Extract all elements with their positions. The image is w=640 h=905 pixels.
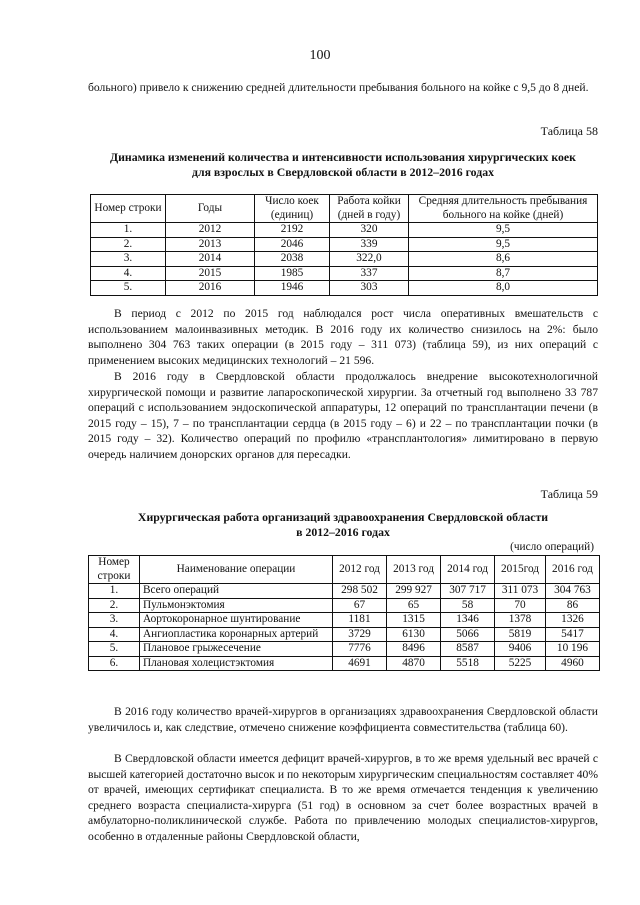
table-cell: 320 [330, 223, 409, 238]
table-cell: 5. [89, 642, 140, 657]
table-cell: 3729 [333, 627, 387, 642]
table-row [89, 627, 600, 642]
table-cell: 2016 [166, 281, 255, 296]
table-cell: 2013 [166, 237, 255, 252]
table59-header-row [89, 556, 600, 584]
table-row [89, 656, 600, 671]
table-cell: Всего операций [140, 584, 333, 599]
table-cell: 3. [91, 252, 166, 267]
table-cell: 2012 [166, 223, 255, 238]
table-row [89, 584, 600, 599]
table58-header-cell: Работа койки (дней в году) [330, 195, 409, 223]
table-cell: 1181 [333, 613, 387, 628]
table-cell: 2015 [166, 266, 255, 281]
table59-header-cell: Наименование операции [140, 556, 333, 584]
table-cell: 6130 [387, 627, 441, 642]
table-cell: 4. [89, 627, 140, 642]
table58-label: Таблица 58 [540, 124, 598, 138]
table58 [90, 194, 598, 296]
table-cell: 337 [330, 266, 409, 281]
table59-header-cell: 2016 год [545, 556, 599, 584]
table-cell: 304 763 [545, 584, 599, 599]
table-cell: 2014 [166, 252, 255, 267]
table-cell: 2. [91, 237, 166, 252]
table-cell: 67 [333, 598, 387, 613]
table-row [89, 642, 600, 657]
table-cell: 1346 [441, 613, 495, 628]
table-cell: 8587 [441, 642, 495, 657]
table58-header-cell: Число коек (единиц) [255, 195, 330, 223]
table-cell: Плановое грыжесечение [140, 642, 333, 657]
table-cell: 5066 [441, 627, 495, 642]
table-cell: 1326 [545, 613, 599, 628]
table-cell: 1315 [387, 613, 441, 628]
paragraph-2: В период с 2012 по 2015 год наблюдался рост числа оперативных вмешательств с использованием малоинвазивных методик. В 2016 году их количество снизилось на 2%: было выполнено 304 763 таких операции (в 2015 году – 311 073) (таблица 59), из них операций с применением высоких медицинских технологий – 21 596. [88, 307, 598, 367]
table-row [91, 237, 598, 252]
table-cell: 4870 [387, 656, 441, 671]
table59-header-cell: Номер строки [89, 556, 140, 584]
page-number: 100 [309, 48, 331, 63]
table-cell: 7776 [333, 642, 387, 657]
table-row [91, 252, 598, 267]
table-cell: 1. [91, 223, 166, 238]
table-cell: 8,7 [409, 266, 598, 281]
table-cell: Пульмонэктомия [140, 598, 333, 613]
table-cell: 1946 [255, 281, 330, 296]
table-cell: 58 [441, 598, 495, 613]
paragraph-3: В 2016 году в Свердловской области продолжалось внедрение высокотехнологичной хирургической помощи и развитие лапароскопической хирургии. За отчетный год выполнено 33 787 операций с использованием эндоскопической аппаратуры, 12 операций по трансплантации печени (в 2015 году – 15), 7 – по трансплантации сердца (в 2015 году – 6) и 22 – по трансплантации почки (в 2015 году – 32). Количество операций по профилю «трансплантология» лимитировано в первую очередь наличием донорских органов для пересадки. [88, 370, 598, 461]
table-cell: 1378 [495, 613, 546, 628]
table59-title-line1: Хирургическая работа организаций здравоохранения Свердловской области [137, 510, 549, 524]
table-cell: 322,0 [330, 252, 409, 267]
table-cell: 5518 [441, 656, 495, 671]
table-cell: 4960 [545, 656, 599, 671]
table-cell: 70 [495, 598, 546, 613]
table-cell: 6. [89, 656, 140, 671]
table59-title-line2: в 2012–2016 годах [296, 525, 390, 539]
table-cell: 10 196 [545, 642, 599, 657]
table58-header-cell: Номер строки [91, 195, 166, 223]
table-row [91, 266, 598, 281]
table-cell: Аортокоронарное шунтирование [140, 613, 333, 628]
table58-header-row [91, 195, 598, 223]
table-row [91, 223, 598, 238]
table-cell: 311 073 [495, 584, 546, 599]
table-cell: 9,5 [409, 223, 598, 238]
table59-header-cell: 2013 год [387, 556, 441, 584]
table59-unit: (число операций) [510, 541, 594, 553]
table58-title [88, 150, 598, 180]
intro-paragraph: больного) привело к снижению средней длительности пребывания больного на койке с 9,5 до 8 дней. [88, 81, 589, 94]
table59-title [88, 510, 598, 540]
table59-header-cell: 2012 год [333, 556, 387, 584]
table-cell: 4. [91, 266, 166, 281]
table-cell: Плановая холецистэктомия [140, 656, 333, 671]
table-cell: 298 502 [333, 584, 387, 599]
paragraph-4: В 2016 году количество врачей-хирургов в организациях здравоохранения Свердловской области увеличилось и, как следствие, отмечено снижение коэффициента совместительства (таблица 60). [88, 705, 598, 734]
table-cell: 307 717 [441, 584, 495, 599]
table-row [89, 613, 600, 628]
table58-header-cell: Годы [166, 195, 255, 223]
table58-title-line2: для взрослых в Свердловской области в 2012–2016 годах [191, 165, 495, 179]
table-cell: 2. [89, 598, 140, 613]
table-cell: 339 [330, 237, 409, 252]
table-cell: 2038 [255, 252, 330, 267]
table-cell: 9,5 [409, 237, 598, 252]
table58-header-cell: Средняя длительность пребывания больного на койке (дней) [409, 195, 598, 223]
table-cell: 5819 [495, 627, 546, 642]
table-cell: 1. [89, 584, 140, 599]
table-cell: 2192 [255, 223, 330, 238]
table-cell: 65 [387, 598, 441, 613]
table-cell: 2046 [255, 237, 330, 252]
table-cell: 8496 [387, 642, 441, 657]
table-cell: 303 [330, 281, 409, 296]
table-cell: 9406 [495, 642, 546, 657]
table-cell: 4691 [333, 656, 387, 671]
table-row [91, 281, 598, 296]
table-cell: 8,0 [409, 281, 598, 296]
table-row [89, 598, 600, 613]
table59-header-cell: 2014 год [441, 556, 495, 584]
table59-label: Таблица 59 [540, 487, 598, 501]
table58-title-line1: Динамика изменений количества и интенсивности использования хирургических коек [110, 150, 576, 164]
table-cell: 86 [545, 598, 599, 613]
table-cell: Ангиопластика коронарных артерий [140, 627, 333, 642]
table-cell: 5. [91, 281, 166, 296]
table-cell: 5417 [545, 627, 599, 642]
paragraph-5: В Свердловской области имеется дефицит врачей-хирургов, в то же время удельный вес врачей с высшей категорией достаточно высок и по некоторым хирургическим специальностям составляет 40% от врачей, имеющих сертификат специалиста. В то же время отмечается тенденция к увеличению среднего возраста специалиста-хирурга (51 год) в основном за счет более возрастных врачей в амбулаторно-поликлинической службе. Работа по привлечению молодых специалистов-хирургов, особенно в отдаленные районы Свердловской области, [88, 752, 598, 843]
table-cell: 8,6 [409, 252, 598, 267]
table-cell: 299 927 [387, 584, 441, 599]
table-cell: 3. [89, 613, 140, 628]
table-cell: 5225 [495, 656, 546, 671]
table59 [88, 555, 600, 671]
table-cell: 1985 [255, 266, 330, 281]
table59-header-cell: 2015год [495, 556, 546, 584]
